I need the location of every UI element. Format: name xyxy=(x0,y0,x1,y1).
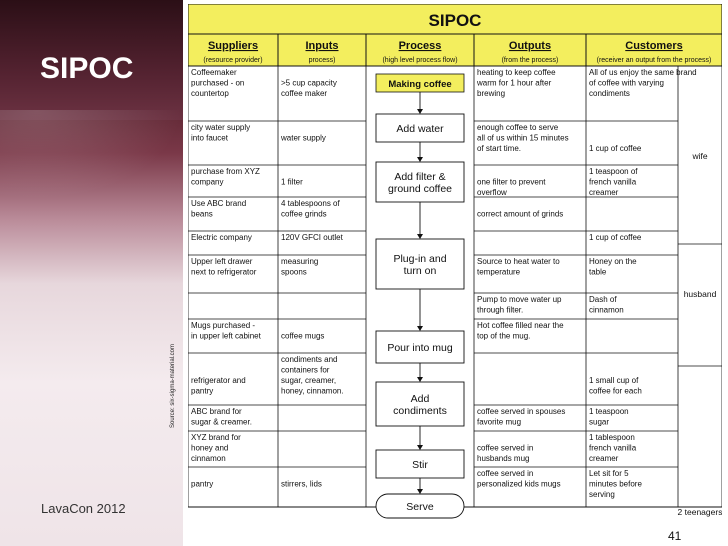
cell-outputs: personalized kids mugs xyxy=(477,479,561,489)
sheet-title: SIPOC xyxy=(428,11,482,30)
cell-suppliers: pantry xyxy=(191,479,214,489)
cell-inputs: measuring xyxy=(281,257,319,266)
cell-outputs: coffee served in xyxy=(477,469,534,478)
subheader-outputs: (from the process) xyxy=(501,57,559,64)
cell-customers: of coffee with varying xyxy=(589,78,665,88)
cell-customers: 1 cup of coffee xyxy=(589,144,642,153)
cell-inputs: water supply xyxy=(281,133,326,143)
subheader-customers: (receiver an output from the process) xyxy=(596,57,712,64)
cell-outputs: one filter to prevent xyxy=(477,177,546,187)
cell-outputs: top of the mug. xyxy=(477,331,531,341)
process-arrow-head xyxy=(417,234,423,239)
cell-outputs: warm for 1 hour after xyxy=(477,78,552,88)
process-step-label: Serve xyxy=(406,501,434,513)
cell-customers: minutes before xyxy=(589,479,642,489)
header-suppliers: Suppliers xyxy=(207,40,259,52)
cell-customers: coffee for each xyxy=(589,386,642,396)
sipoc-sheet xyxy=(188,4,722,542)
cell-outputs: all of us within 15 minutes xyxy=(477,133,569,143)
cell-suppliers: ABC brand for xyxy=(191,407,242,416)
cell-suppliers: purchase from XYZ xyxy=(191,167,260,176)
cell-customers: Dash of xyxy=(589,295,617,304)
cell-suppliers: into faucet xyxy=(191,133,228,143)
page-number: 41 xyxy=(668,529,682,543)
cell-inputs: spoons xyxy=(281,267,307,277)
process-step-label: turn on xyxy=(403,265,437,277)
cell-outputs: Source to heat water to xyxy=(477,257,560,266)
cell-suppliers: sugar & creamer. xyxy=(191,417,252,427)
cell-customers: creamer xyxy=(589,454,619,463)
process-arrow-head xyxy=(417,489,423,494)
cell-inputs: coffee mugs xyxy=(281,331,325,341)
cell-customers: 1 teaspoon xyxy=(589,407,629,416)
cell-inputs: coffee grinds xyxy=(281,209,327,219)
cell-outputs: overflow xyxy=(477,188,507,197)
process-arrow-head xyxy=(417,377,423,382)
cell-suppliers: company xyxy=(191,177,224,187)
cell-customers: condiments xyxy=(589,89,630,98)
customer-group-1: husband xyxy=(683,289,717,299)
cell-suppliers: Mugs purchased - xyxy=(191,321,256,330)
slide-title: SIPOC xyxy=(40,52,134,85)
cell-inputs: stirrers, lids xyxy=(281,479,322,489)
process-step-label: Stir xyxy=(412,459,428,471)
cell-suppliers: purchased - on xyxy=(191,78,245,88)
slide-footer: LavaCon 2012 xyxy=(41,501,126,516)
cell-outputs: enough coffee to serve xyxy=(477,123,559,132)
header-process: Process xyxy=(398,40,442,52)
process-arrow-head xyxy=(417,109,423,114)
sidebar-highlight xyxy=(0,110,183,200)
process-arrow-head xyxy=(417,326,423,331)
sipoc-table xyxy=(188,4,722,542)
cell-suppliers: in upper left cabinet xyxy=(191,331,261,341)
header-customers: Customers xyxy=(625,40,683,52)
customer-group-0: wife xyxy=(692,151,708,161)
cell-suppliers: cinnamon xyxy=(191,454,226,463)
process-step-label: Plug-in and xyxy=(393,253,447,265)
cell-suppliers: pantry xyxy=(191,386,214,396)
cell-customers: 1 teaspoon of xyxy=(589,167,638,176)
cell-customers: Let sit for 5 xyxy=(589,469,629,478)
process-step-label: Add filter & xyxy=(394,171,446,183)
process-step-label: Pour into mug xyxy=(387,342,453,354)
cell-outputs: favorite mug xyxy=(477,417,522,427)
process-step-label: ground coffee xyxy=(387,183,453,195)
process-step-label: condiments xyxy=(393,405,447,417)
cell-suppliers: next to refrigerator xyxy=(191,267,257,277)
cell-outputs: correct amount of grinds xyxy=(477,209,564,219)
cell-customers: All of us enjoy the same brand xyxy=(589,68,697,77)
cell-suppliers: Use ABC brand xyxy=(191,199,247,208)
cell-customers: Honey on the xyxy=(589,257,637,266)
header-outputs: Outputs xyxy=(508,40,552,52)
customer-group-2: 2 teenagers xyxy=(677,507,722,517)
cell-suppliers: city water supply xyxy=(191,123,251,132)
cell-customers: 1 cup of coffee xyxy=(589,233,642,242)
cell-outputs: temperature xyxy=(477,267,521,277)
subheader-suppliers: (resource provider) xyxy=(203,57,263,64)
cell-inputs: honey, cinnamon. xyxy=(281,386,344,396)
cell-outputs: brewing xyxy=(477,89,506,98)
cell-suppliers: Coffeemaker xyxy=(191,68,237,77)
process-title: Making coffee xyxy=(388,79,452,90)
process-step-label: Add xyxy=(410,393,430,405)
cell-customers: sugar xyxy=(589,417,610,427)
subheader-process: (high level process flow) xyxy=(382,57,458,64)
cell-inputs: coffee maker xyxy=(281,89,328,98)
cell-customers: french vanilla xyxy=(589,443,637,453)
header-inputs: Inputs xyxy=(305,40,339,52)
cell-suppliers: countertop xyxy=(191,89,229,98)
cell-outputs: heating to keep coffee xyxy=(477,68,556,77)
process-arrow-head xyxy=(417,157,423,162)
cell-customers: 1 small cup of xyxy=(589,376,639,385)
cell-inputs: sugar, creamer, xyxy=(281,376,337,385)
cell-suppliers: Electric company xyxy=(191,233,252,242)
cell-suppliers: beans xyxy=(191,209,213,219)
cell-inputs: 1 filter xyxy=(281,177,303,187)
cell-outputs: of start time. xyxy=(477,144,522,153)
process-arrow-head xyxy=(417,445,423,450)
cell-customers: table xyxy=(589,267,607,277)
cell-inputs: condiments and xyxy=(281,355,338,364)
cell-suppliers: Upper left drawer xyxy=(191,257,253,266)
cell-outputs: coffee served in spouses xyxy=(477,407,566,416)
cell-inputs: >5 cup capacity xyxy=(281,78,337,88)
cell-outputs: husbands mug xyxy=(477,454,530,463)
cell-inputs: 4 tablespoons of xyxy=(281,199,340,208)
cell-customers: serving xyxy=(589,490,615,499)
cell-customers: cinnamon xyxy=(589,305,624,315)
cell-customers: creamer xyxy=(589,188,619,197)
cell-outputs: Hot coffee filled near the xyxy=(477,321,564,330)
cell-customers: 1 tablespoon xyxy=(589,433,635,442)
source-note: Source: six-sigma-material.com xyxy=(170,343,176,428)
cell-suppliers: honey and xyxy=(191,443,229,453)
cell-suppliers: XYZ brand for xyxy=(191,433,241,442)
process-step-label: Add water xyxy=(396,123,444,135)
cell-outputs: through filter. xyxy=(477,305,524,315)
cell-inputs: 120V GFCI outlet xyxy=(281,233,343,242)
subheader-inputs: process) xyxy=(308,57,336,64)
cell-inputs: containers for xyxy=(281,365,330,375)
cell-suppliers: refrigerator and xyxy=(191,376,246,385)
cell-customers: french vanilla xyxy=(589,177,637,187)
cell-outputs: Pump to move water up xyxy=(477,295,562,304)
cell-outputs: coffee served in xyxy=(477,443,534,453)
